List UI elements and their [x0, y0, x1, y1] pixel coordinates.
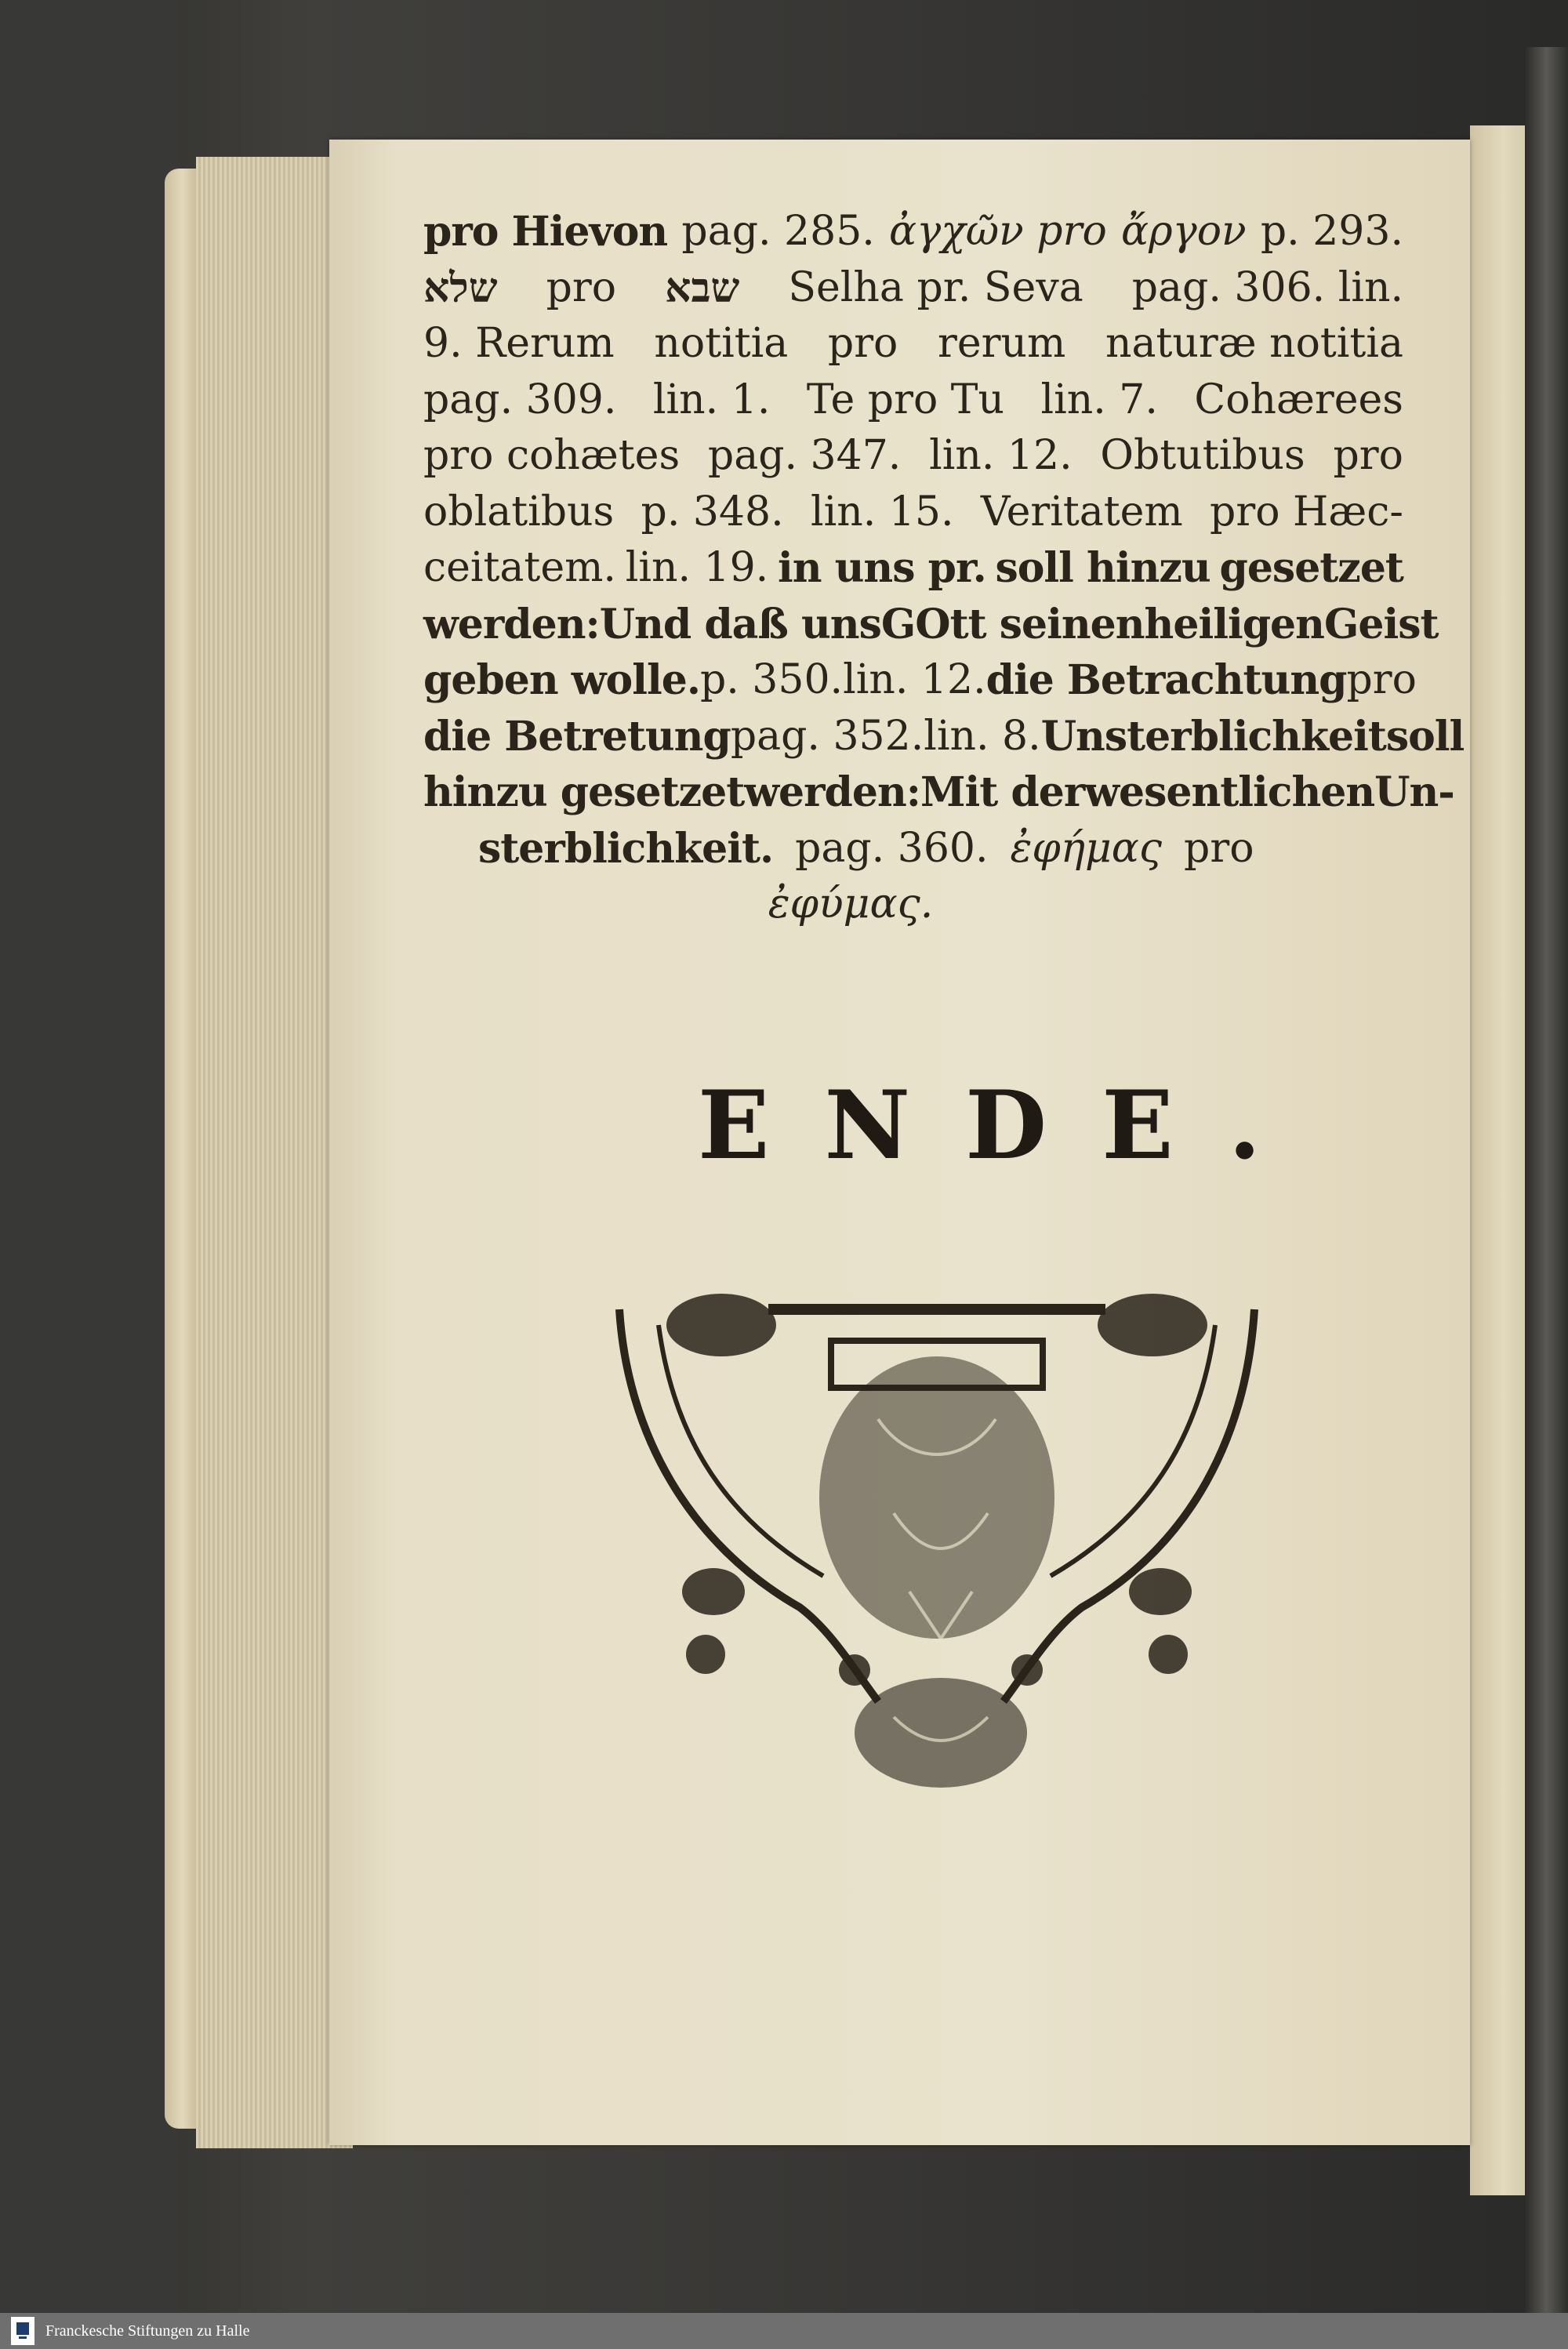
text-line-6: oblatibus p. 348. lin. 15. Veritatem pro Hæc- — [423, 488, 1403, 536]
text-line-5: pro cohætes pag. 347. lin. 12. Obtutibus pro — [423, 432, 1403, 479]
text-line-8: werden: Und daß uns GOtt seinen heiligen Geist — [423, 600, 1439, 648]
institution-logo-icon — [11, 2317, 34, 2345]
text-line-7: ceitatem. lin. 19. in uns pr. soll hinzu gesetzet — [423, 544, 1403, 592]
text-line-4: pag. 309. lin. 1. Te pro Tu lin. 7. Cohærees — [423, 376, 1403, 423]
text-line-3: 9. Rerum notitia pro rerum naturæ notitia — [423, 320, 1403, 367]
ende-heading: ENDE. — [698, 1070, 1316, 1181]
footer-label: Franckesche Stiftungen zu Halle — [45, 2322, 250, 2340]
text-line-12: sterblichkeit. pag. 360. ἐφήμας pro — [478, 824, 1254, 873]
errata-text — [423, 204, 1465, 933]
background-left — [0, 0, 180, 2313]
text-line-2: שלא pro שבא Selha pr. Seva pag. 306. lin. — [423, 263, 1403, 312]
woodcut-ornament — [596, 1262, 1278, 1795]
text-line-11: hinzu gesetzet werden: Mit der wesentlichen Un- — [423, 768, 1454, 816]
text-line-1: pro Hievon pag. 285. ἀγχῶν pro ἄργον p. 293. — [423, 208, 1403, 256]
text-line-9: geben wolle. p. 350. lin. 12. die Betrachtung pro — [423, 656, 1417, 704]
book-cover-right — [1525, 47, 1568, 2313]
text-line-13: ἐφύμας. — [768, 880, 934, 928]
text-line-10: die Betretung pag. 352. lin. 8. Unsterblichkeit soll — [423, 712, 1465, 761]
footer-bar — [0, 2313, 1568, 2349]
